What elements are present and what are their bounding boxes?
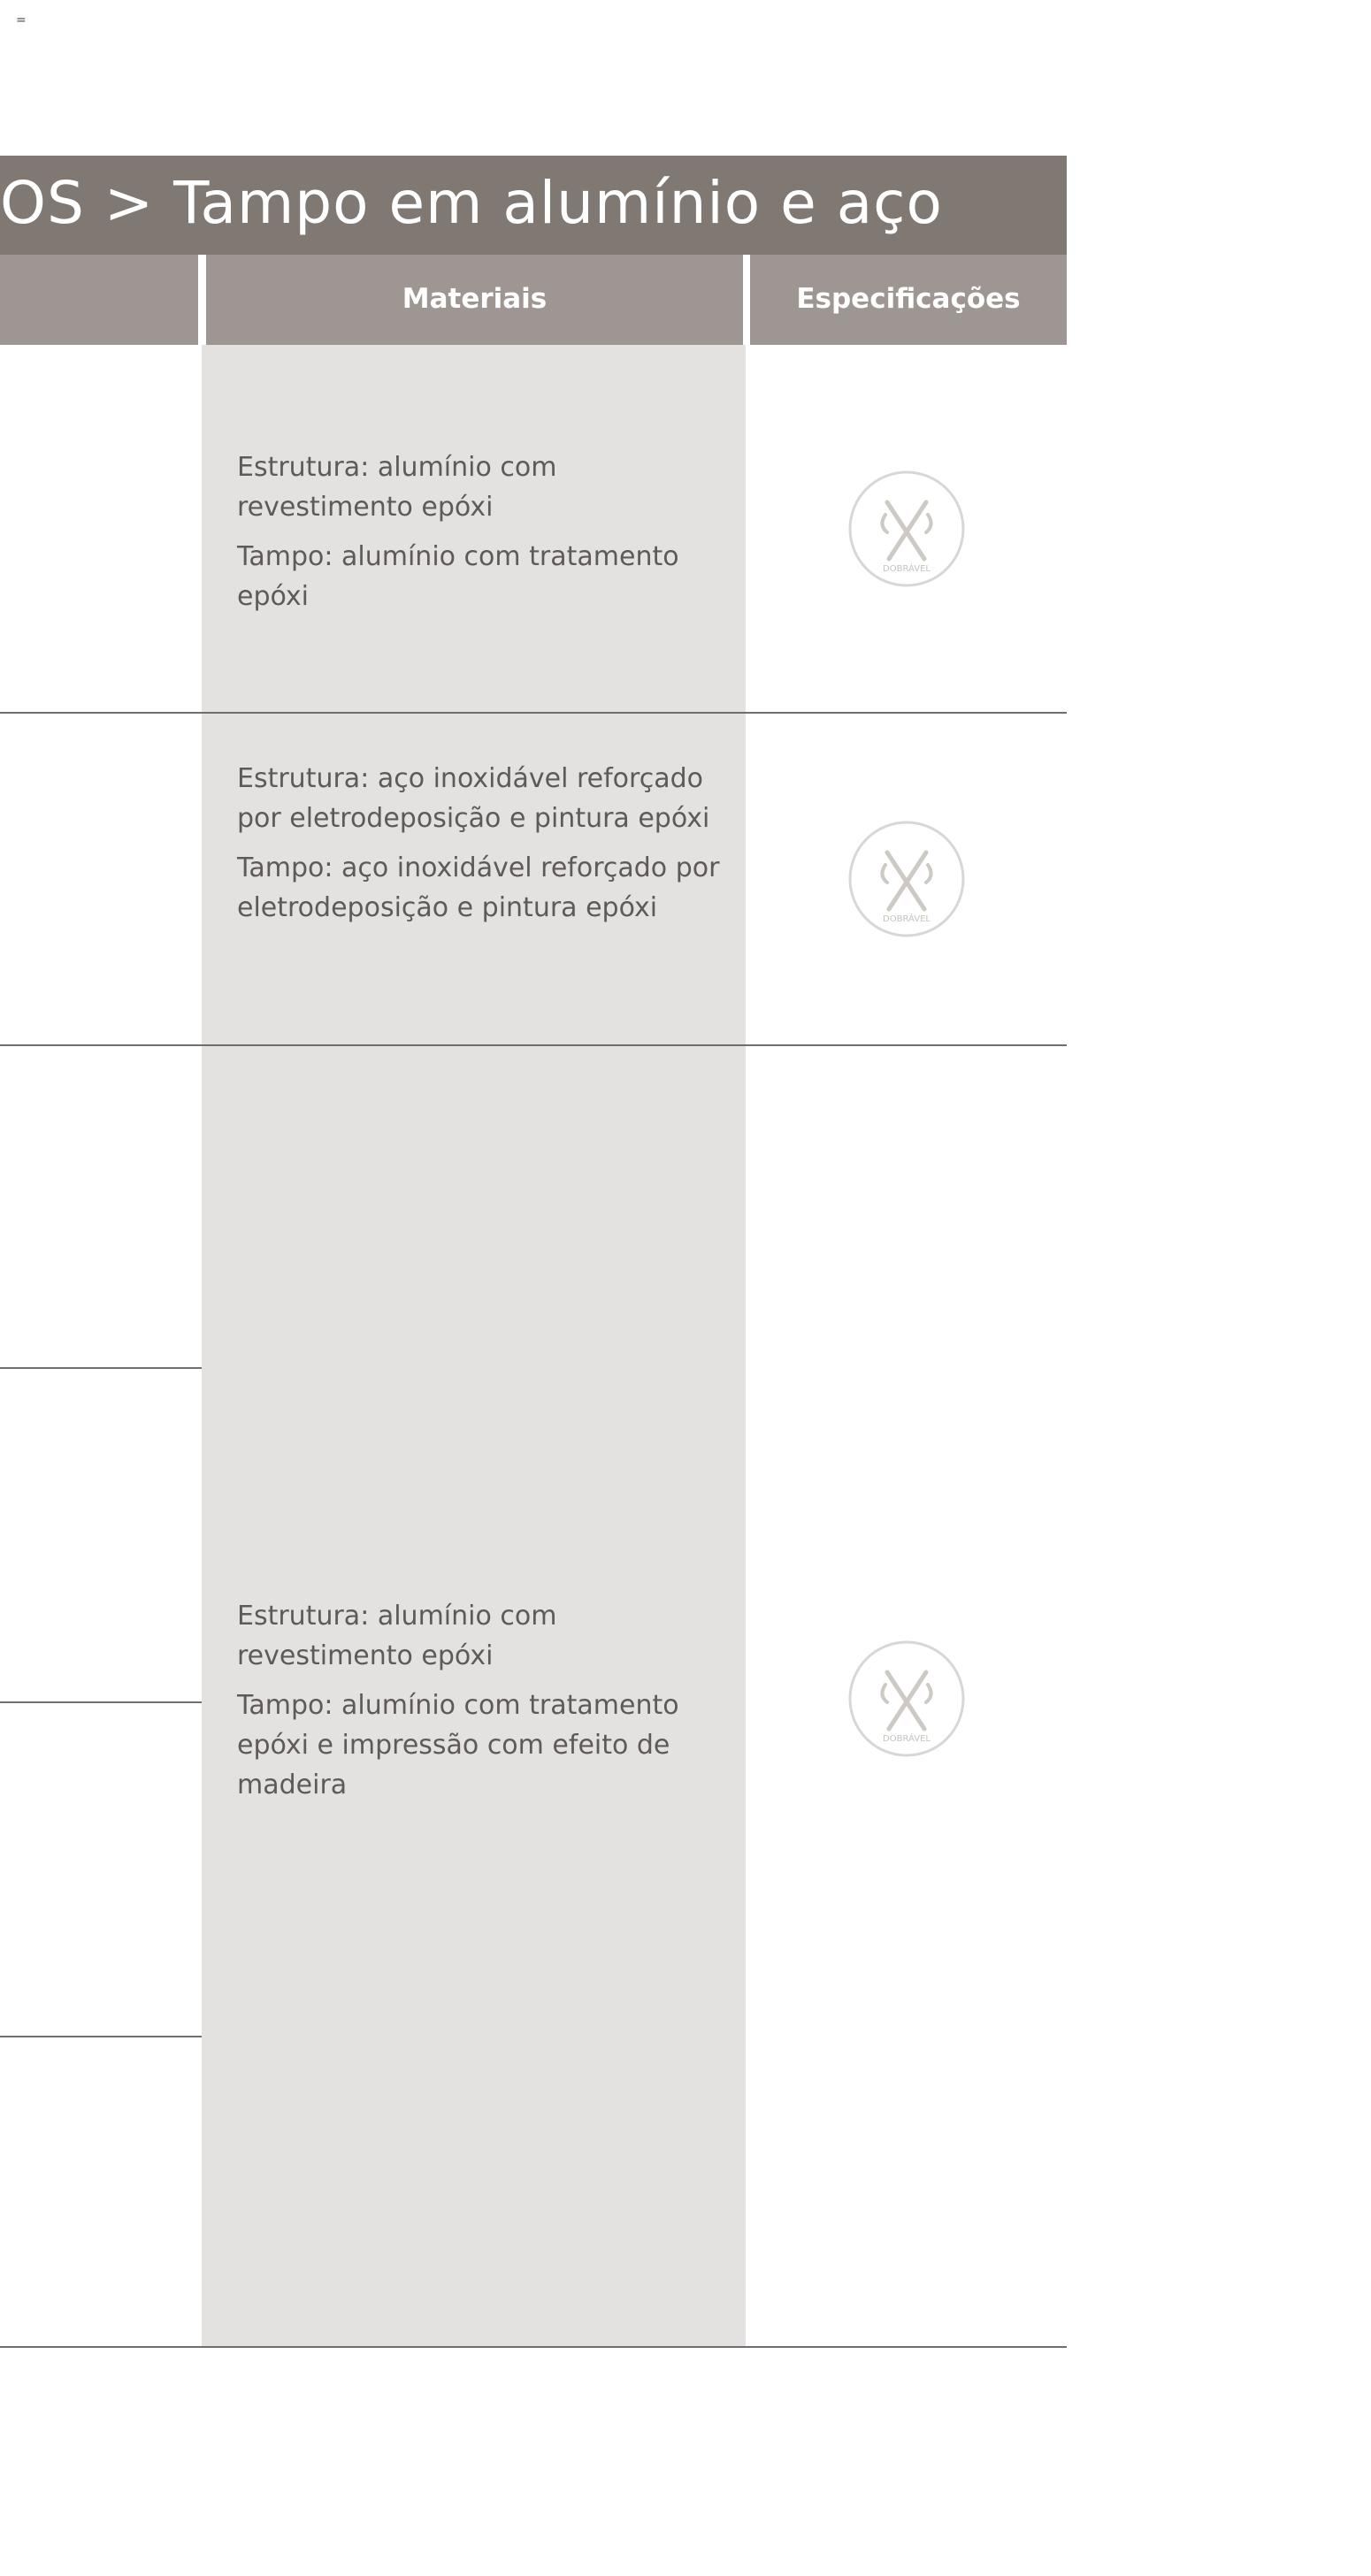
section-title-bar [0, 156, 1067, 255]
materials-cell-row-1 [237, 447, 732, 626]
folding-chair-icon [848, 1640, 965, 1757]
tampo-text: Tampo: alumínio com tratamento epóxi e impressão com efeito de madeira [237, 1690, 679, 1800]
sub-row-divider [0, 1701, 202, 1703]
badge-label: DOBRÁVEL [883, 1734, 931, 1744]
estrutura-text: Estrutura: alumínio com revestimento epóxi [237, 1601, 557, 1671]
header-cell-product [0, 255, 198, 345]
materials-column-background [202, 345, 746, 2347]
sub-row-divider [0, 1367, 202, 1369]
header-cell-specifications [750, 255, 1067, 345]
row-divider [0, 2346, 1067, 2348]
materials-cell-row-2 [237, 759, 732, 937]
estrutura-text: Estrutura: aço inoxidável reforçado por eletrodeposição e pintura epóxi [237, 763, 710, 834]
header-cell-materials [206, 255, 743, 345]
materials-cell-row-3 [237, 1596, 732, 1815]
column-header-specifications: Especificações [796, 283, 1021, 315]
corner-mark: = [16, 13, 27, 27]
foldable-badge-row-2 [848, 821, 965, 937]
folding-chair-icon [848, 470, 965, 587]
tampo-text: Tampo: aço inoxidável reforçado por eletrodeposição e pintura epóxi [237, 852, 720, 923]
foldable-badge-row-1 [848, 470, 965, 587]
foldable-badge-row-3 [848, 1640, 965, 1757]
page-title: OS > Tampo em alumínio e aço [0, 169, 943, 237]
badge-label: DOBRÁVEL [883, 914, 931, 924]
column-header-materials: Materiais [402, 283, 548, 315]
folding-chair-icon [848, 821, 965, 937]
tampo-text: Tampo: alumínio com tratamento epóxi [237, 541, 679, 612]
sub-row-divider [0, 2036, 202, 2037]
row-divider [0, 712, 1067, 714]
estrutura-text: Estrutura: alumínio com revestimento epóxi [237, 452, 557, 523]
badge-label: DOBRÁVEL [883, 564, 931, 574]
row-divider [0, 1044, 1067, 1046]
